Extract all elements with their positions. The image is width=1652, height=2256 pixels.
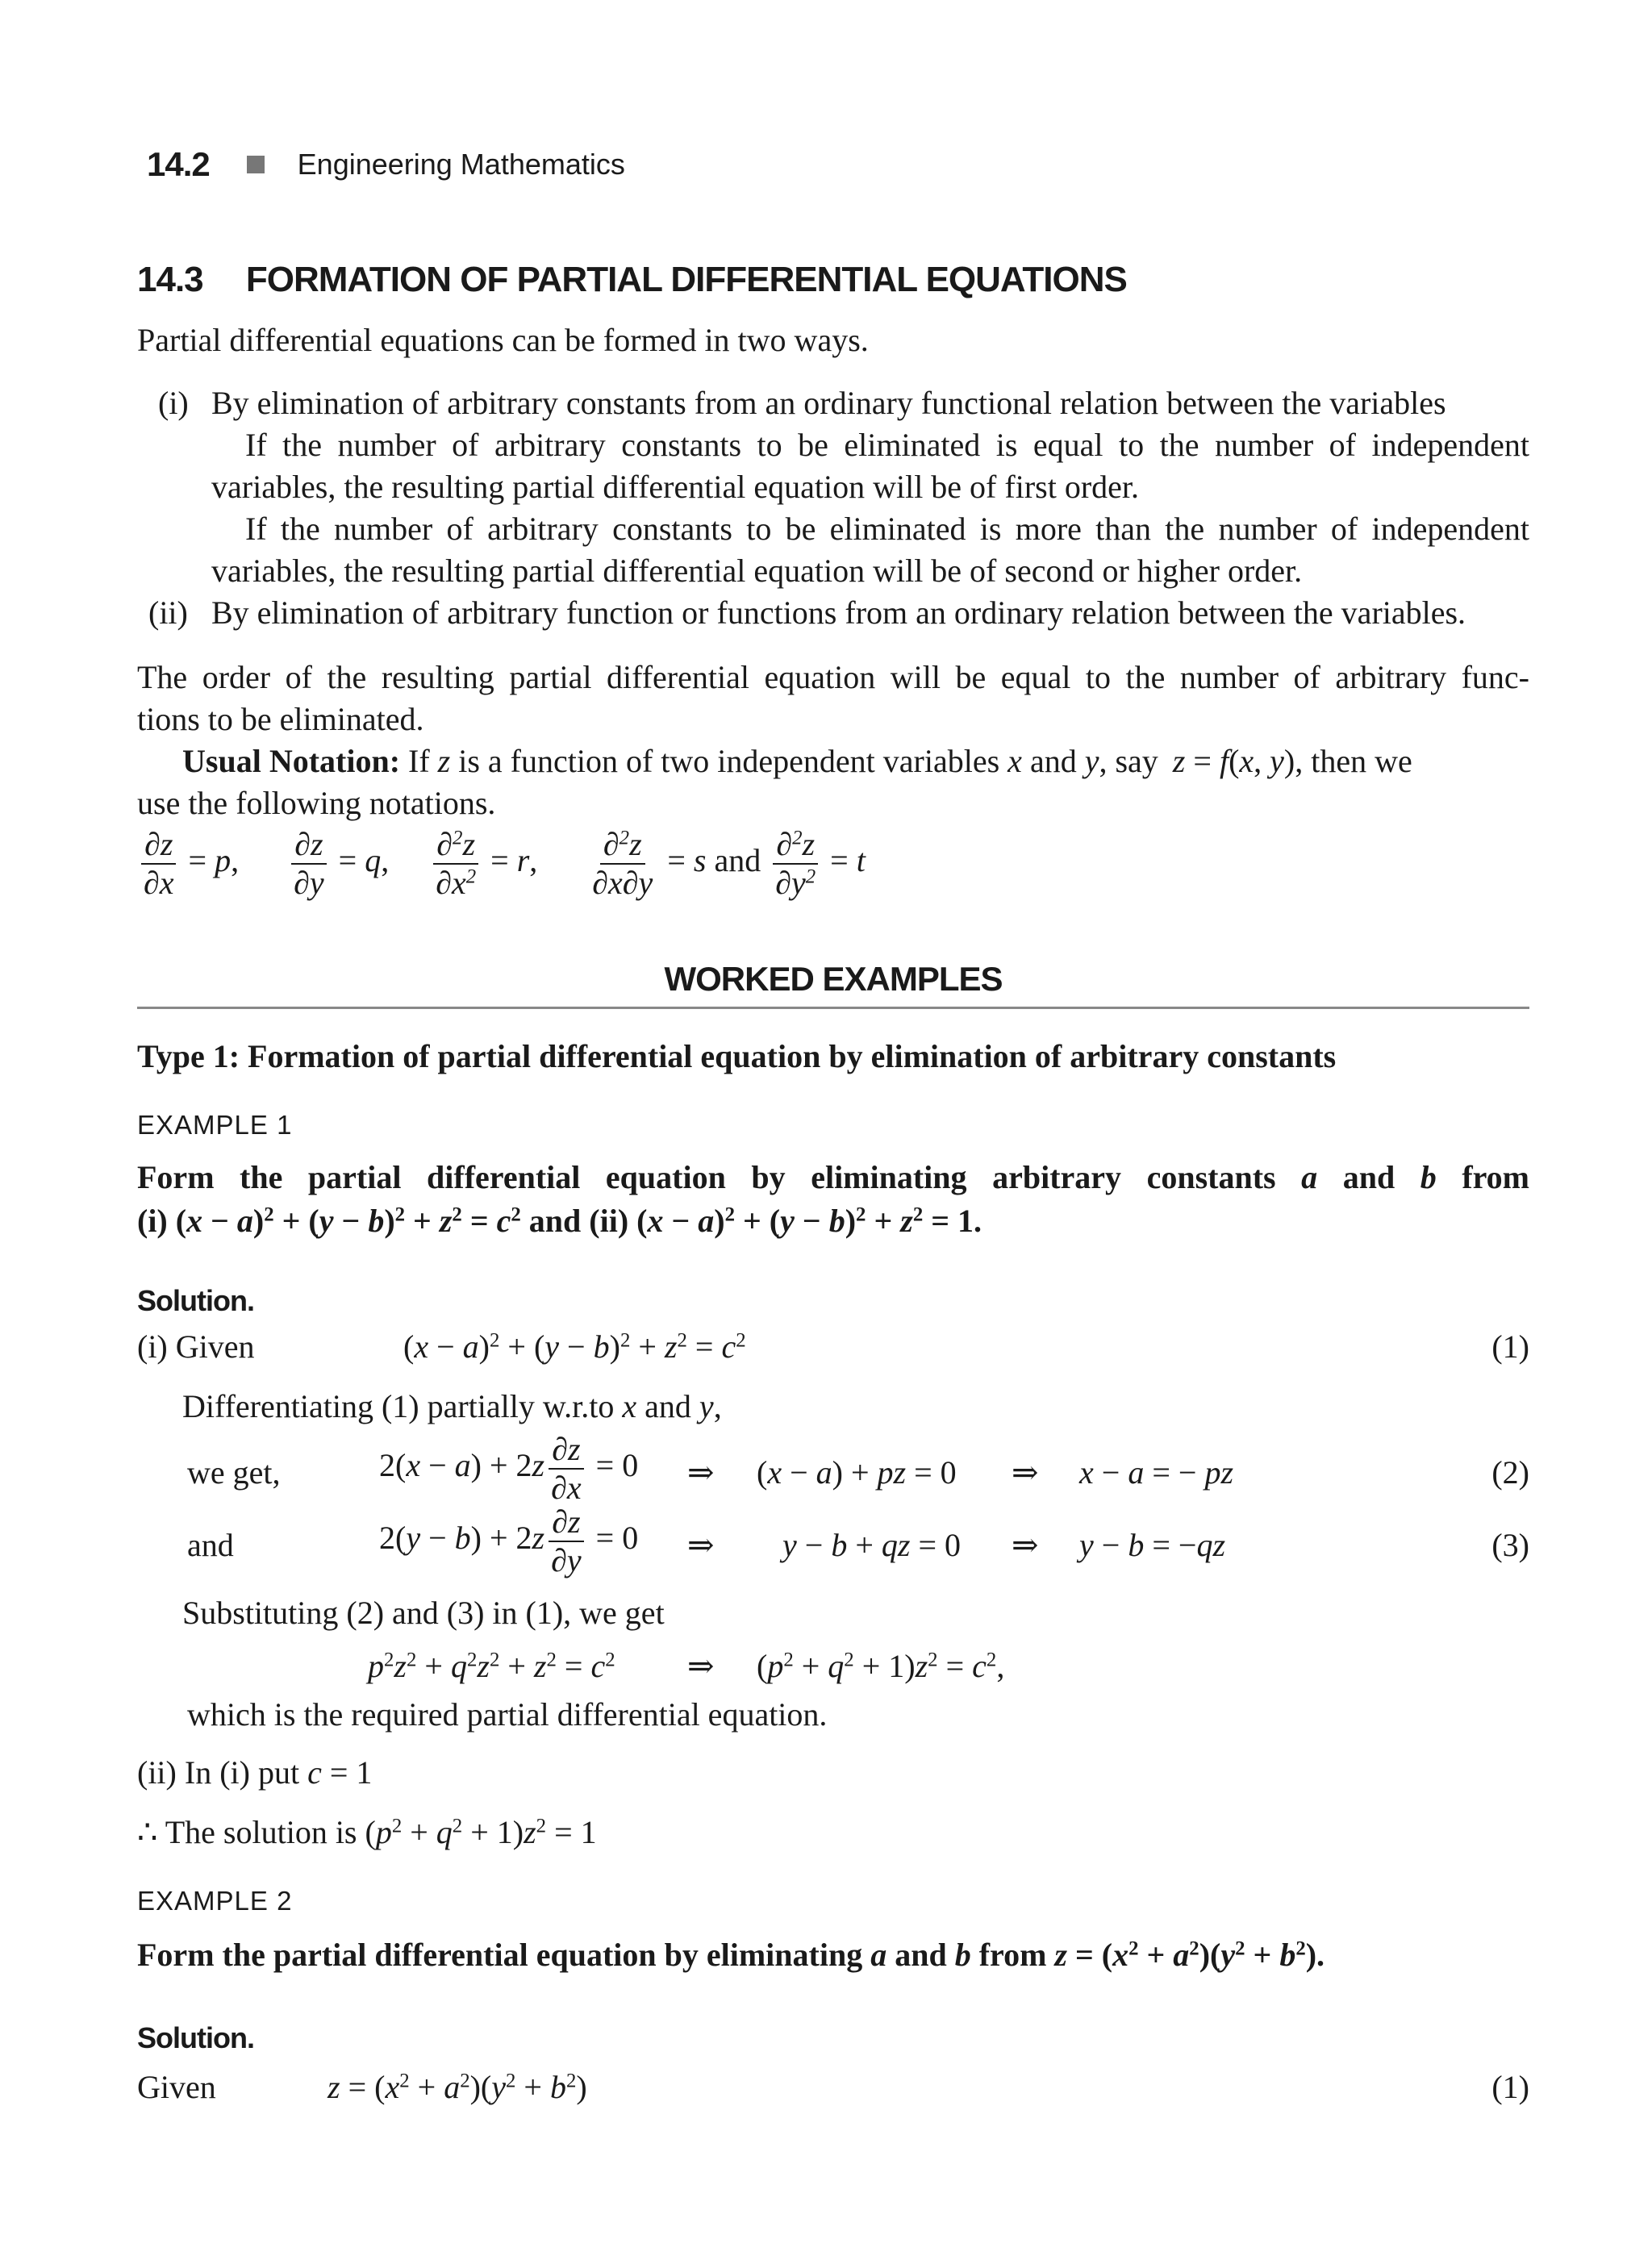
example1-eq2-mid: (x − a) + pz = 0 [757, 1454, 957, 1491]
implies-arrow: ⇒ [1012, 1527, 1039, 1563]
example1-eq-ii: $(x - a)^2 + (y - b)^2 + z^2 = 1$. [636, 1203, 982, 1239]
item-i-para1-line1: If the number of arbitrary constants to be eliminated is equal to the number of independent [245, 427, 1529, 463]
book-title: Engineering Mathematics [297, 148, 625, 181]
example1-eq3-mid: y − b + qz = 0 [782, 1527, 962, 1563]
worked-examples-rule [137, 1007, 1529, 1009]
notation-label: Usual Notation: [182, 743, 401, 779]
example1-statement-line1: Form the partial differential equation by eliminating arbitrary constants a and b from [137, 1159, 1530, 1195]
d2z-dy2-fraction: $\frac{\partial^2z}{\partial y^2}$ [772, 828, 819, 900]
section-title: FORMATION OF PARTIAL DIFFERENTIAL EQUATIONS [245, 260, 1127, 299]
dz-dx-fraction: $\frac{\partial z}{\partial x}$ [140, 828, 177, 900]
item-i-para2-line2: variables, the resulting partial differential equation will be of second or higher order. [211, 553, 1303, 589]
worked-examples-title: WORKED EXAMPLES [664, 960, 1003, 998]
notation-line1: Usual Notation: If z is a function of two independent variables x and y, say z = f(x, y), then we [182, 743, 1412, 779]
page [137, 0, 1529, 2256]
d2z-dxdy-fraction: $\frac{\partial^2z}{\partial x\partial y}$ [592, 826, 653, 901]
example1-diff-text: Differentiating (1) partially w.r.to x and y, [182, 1388, 722, 1424]
section-heading [137, 260, 1127, 300]
example1-solution-label: Solution. [137, 1284, 254, 1317]
section-intro: Partial differential equations can be formed in two ways. [137, 322, 869, 358]
page-number: 14.2 [147, 145, 210, 183]
example1-eq3-number: (3) [1491, 1527, 1529, 1563]
example1-eq3-lhs: 2(y − b) + 2z $\frac{\partial z}{\partial y}$ = 0 [379, 1503, 639, 1578]
implies-arrow: ⇒ [687, 1454, 715, 1491]
type1-heading: Type 1: Formation of partial differential equation by elimination of arbitrary constants [137, 1038, 1337, 1074]
example1-given-eq: $(x - a)^2 + (y - b)^2 + z^2 = c^2$ [403, 1328, 746, 1365]
example1-subst-text: Substituting (2) and (3) in (1), we get [182, 1595, 665, 1631]
example2-given-eq: $z = (x^2 + a^2)(y^2 + b^2)$ [327, 2069, 587, 2105]
dz-dy-fraction: $\frac{\partial z}{\partial y}$ [290, 828, 327, 900]
example1-statement-line2: (i) $(x - a)^2 + (y - b)^2 + z^2 = c^2$ and (ii) $(x - a)^2 + (y - b)^2 + z^2 = 1$. [137, 1203, 982, 1239]
example1-required-text: which is the required partial differential equation. [187, 1696, 828, 1733]
header-square-icon [247, 156, 265, 173]
example2-eq1-number: (1) [1491, 2069, 1529, 2105]
item-ii-text: By elimination of arbitrary function or functions from an ordinary relation between the variables. [211, 594, 1466, 631]
implies-arrow: ⇒ [1012, 1454, 1039, 1491]
example2-given-label: Given [137, 2069, 216, 2105]
example2-solution-label: Solution. [137, 2021, 254, 2054]
item-i-para1-line2: variables, the resulting partial differential equation will be of first order. [211, 469, 1139, 505]
example1-label: EXAMPLE 1 [137, 1110, 293, 1140]
page-header [147, 145, 625, 194]
example1-part2: (ii) In (i) put c = 1 [137, 1754, 373, 1791]
d2z-dx2-fraction: $\frac{\partial^2z}{\partial x^2}$ [432, 828, 479, 900]
example2-statement: Form the partial differential equation by eliminating a and b from $z = (x^2 + a^2)(y^2 + b^2)$. [137, 1937, 1325, 1973]
section-number: 14.3 [137, 260, 203, 299]
order-line2: tions to be eliminated. [137, 701, 424, 737]
item-i-para2-line1: If the number of arbitrary constants to be eliminated is more than the number of independent [245, 511, 1529, 547]
notation-line2: use the following notations. [137, 785, 496, 821]
item-i-text: By elimination of arbitrary constants from an ordinary functional relation between the variables [211, 385, 1446, 421]
example2-label: EXAMPLE 2 [137, 1886, 293, 1916]
example1-eq2-rhs: x − a = − pz [1079, 1454, 1234, 1491]
example1-conclusion: ∴ The solution is $(p^2 + q^2 + 1)z^2 = 1$ [137, 1814, 597, 1850]
function-notation: z = f(x, y) [1172, 743, 1295, 779]
example1-eq3-rhs: y − b = −qz [1079, 1527, 1226, 1563]
example1-and-label: and [187, 1527, 234, 1563]
notation-formulas: $\frac{\partial z}{\partial x}$ = p, $\frac{\partial z}{\partial y}$ = q, $\frac{\partial^2z}{\partial x^2}$ = r, $\frac{\partial^2z}{\partial x\partial y}$ = s and $\frac{\partial^2z}{\partial y^2}$ = t [137, 828, 866, 900]
example1-given-label: (i) Given [137, 1328, 255, 1365]
example1-eq-i: $(x - a)^2 + (y - b)^2 + z^2 = c^2$ [175, 1203, 521, 1239]
example1-subst-eq: $p^2z^2 + q^2z^2 + z^2 = c^2$ [368, 1648, 615, 1684]
implies-arrow: ⇒ [687, 1527, 715, 1563]
example1-eq1-number: (1) [1491, 1328, 1529, 1365]
example1-we-get: we get, [187, 1454, 281, 1491]
implies-arrow: ⇒ [687, 1648, 715, 1684]
example1-eq2-lhs: 2(x − a) + 2z $\frac{\partial z}{\partial x}$ = 0 [379, 1431, 639, 1506]
example1-subst-result: $(p^2 + q^2 + 1)z^2 = c^2$, [757, 1648, 1005, 1684]
item-ii-label: (ii) [148, 594, 188, 631]
order-line1: The order of the resulting partial differential equation will be equal to the number of arbitrary func- [137, 659, 1529, 695]
item-i-label: (i) [158, 385, 189, 421]
example1-eq2-number: (2) [1491, 1454, 1529, 1491]
